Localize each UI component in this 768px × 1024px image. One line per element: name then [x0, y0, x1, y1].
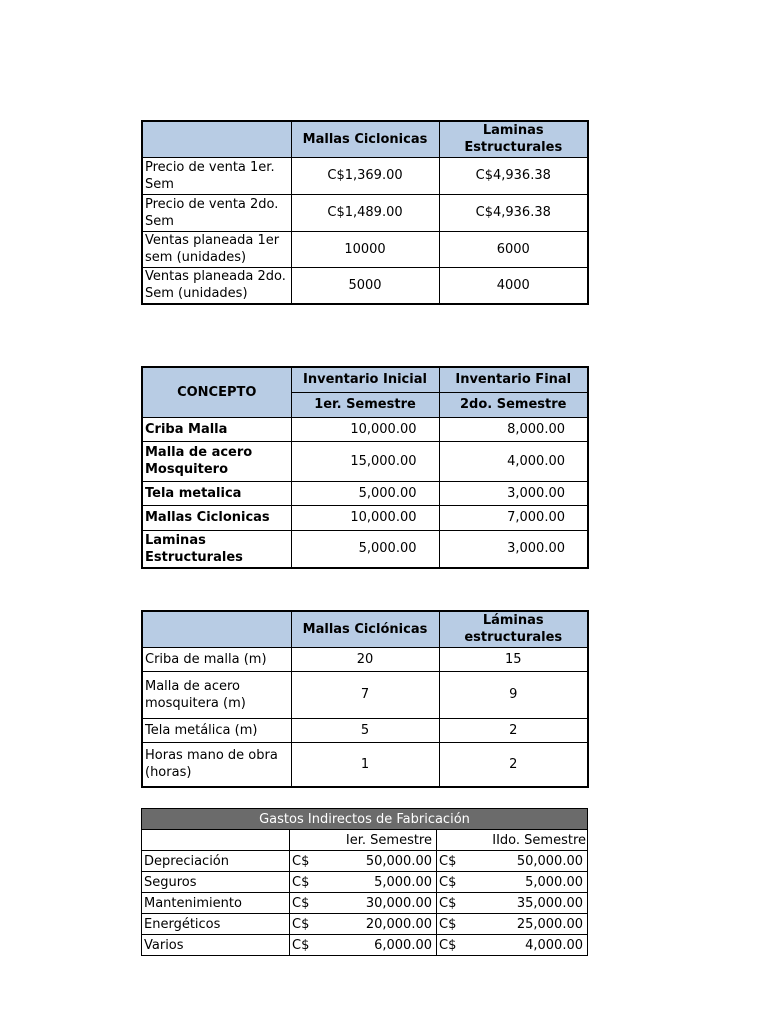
row-label: Energéticos	[142, 914, 290, 935]
currency-symbol: C$	[290, 935, 320, 956]
row-label: Laminas Estructurales	[142, 530, 291, 568]
currency-symbol: C$	[290, 872, 320, 893]
cell-value: 20	[291, 647, 439, 671]
row-label: Malla de acero Mosquitero	[142, 441, 291, 481]
table-row	[142, 505, 588, 530]
cell-value: 10,000.00	[291, 505, 439, 530]
header-cell	[142, 611, 291, 647]
currency-symbol: C$	[437, 851, 467, 872]
table-row	[142, 935, 588, 956]
row-label: Varios	[142, 935, 290, 956]
cell-value: 2	[439, 718, 588, 742]
cell-value: 7	[291, 671, 439, 718]
table-row	[142, 267, 588, 304]
table-row	[142, 671, 588, 718]
header-cell: 1er. Semestre	[291, 392, 439, 417]
table-row	[142, 441, 588, 481]
cell-value: 5,000.00	[320, 872, 437, 893]
cell-value: 6,000.00	[320, 935, 437, 956]
currency-symbol: C$	[437, 935, 467, 956]
cell-value: 20,000.00	[320, 914, 437, 935]
table-row	[142, 647, 588, 671]
empty-cell	[142, 830, 290, 851]
cell-value: 4000	[439, 267, 588, 304]
row-label: Precio de venta 2do. Sem	[142, 194, 291, 231]
table-row	[142, 417, 588, 441]
materials-table	[141, 610, 589, 788]
cell-value: 2	[439, 742, 588, 787]
inventory-table	[141, 366, 589, 569]
table-row	[142, 872, 588, 893]
cell-value: 5,000.00	[291, 481, 439, 505]
cell-value: 8,000.00	[439, 417, 588, 441]
cell-value: 25,000.00	[467, 914, 588, 935]
currency-symbol: C$	[290, 893, 320, 914]
cell-value: 50,000.00	[467, 851, 588, 872]
currency-symbol: C$	[437, 893, 467, 914]
row-label: Ventas planeada 2do. Sem (unidades)	[142, 267, 291, 304]
row-label: Malla de acero mosquitera (m)	[142, 671, 291, 718]
overhead-costs-table	[141, 808, 588, 956]
table-row	[142, 194, 588, 231]
cell-value: 4,000.00	[467, 935, 588, 956]
table-row	[142, 157, 588, 194]
header-cell: Láminas estructurales	[439, 611, 588, 647]
cell-value: 5000	[291, 267, 439, 304]
cell-value: 30,000.00	[320, 893, 437, 914]
table-row	[142, 530, 588, 568]
cell-value: 5	[291, 718, 439, 742]
header-cell: Inventario Final	[439, 367, 588, 392]
cell-value: C$1,369.00	[291, 157, 439, 194]
header-cell	[142, 121, 291, 157]
cell-value: C$4,936.38	[439, 157, 588, 194]
cell-value: 50,000.00	[320, 851, 437, 872]
concepto-header: CONCEPTO	[142, 367, 291, 417]
cell-value: 7,000.00	[439, 505, 588, 530]
row-label: Criba de malla (m)	[142, 647, 291, 671]
cell-value: 15	[439, 647, 588, 671]
row-label: Mantenimiento	[142, 893, 290, 914]
cell-value: 4,000.00	[439, 441, 588, 481]
currency-symbol: C$	[290, 851, 320, 872]
row-label: Tela metalica	[142, 481, 291, 505]
cell-value: 9	[439, 671, 588, 718]
cell-value: 5,000.00	[467, 872, 588, 893]
header-cell: Mallas Ciclónicas	[291, 611, 439, 647]
semester-header: Ier. Semestre	[290, 830, 437, 851]
cell-value: 1	[291, 742, 439, 787]
header-cell: 2do. Semestre	[439, 392, 588, 417]
header-cell: Inventario Inicial	[291, 367, 439, 392]
row-label: Horas mano de obra (horas)	[142, 742, 291, 787]
cell-value: 10000	[291, 231, 439, 267]
sales-price-table	[141, 120, 589, 305]
table-title: Gastos Indirectos de Fabricación	[142, 809, 588, 830]
table-row	[142, 851, 588, 872]
currency-symbol: C$	[437, 914, 467, 935]
table-row	[142, 914, 588, 935]
row-label: Seguros	[142, 872, 290, 893]
table-row	[142, 718, 588, 742]
cell-value: 10,000.00	[291, 417, 439, 441]
table-row	[142, 481, 588, 505]
table-row	[142, 893, 588, 914]
cell-value: C$1,489.00	[291, 194, 439, 231]
cell-value: C$4,936.38	[439, 194, 588, 231]
cell-value: 5,000.00	[291, 530, 439, 568]
cell-value: 35,000.00	[467, 893, 588, 914]
row-label: Criba Malla	[142, 417, 291, 441]
cell-value: 15,000.00	[291, 441, 439, 481]
currency-symbol: C$	[290, 914, 320, 935]
row-label: Mallas Ciclonicas	[142, 505, 291, 530]
cell-value: 3,000.00	[439, 530, 588, 568]
cell-value: 3,000.00	[439, 481, 588, 505]
row-label: Precio de venta 1er. Sem	[142, 157, 291, 194]
row-label: Depreciación	[142, 851, 290, 872]
semester-header: IIdo. Semestre	[437, 830, 588, 851]
table-row	[142, 231, 588, 267]
table-row	[142, 742, 588, 787]
row-label: Tela metálica (m)	[142, 718, 291, 742]
header-cell: Mallas Ciclonicas	[291, 121, 439, 157]
currency-symbol: C$	[437, 872, 467, 893]
row-label: Ventas planeada 1er sem (unidades)	[142, 231, 291, 267]
cell-value: 6000	[439, 231, 588, 267]
header-cell: Laminas Estructurales	[439, 121, 588, 157]
